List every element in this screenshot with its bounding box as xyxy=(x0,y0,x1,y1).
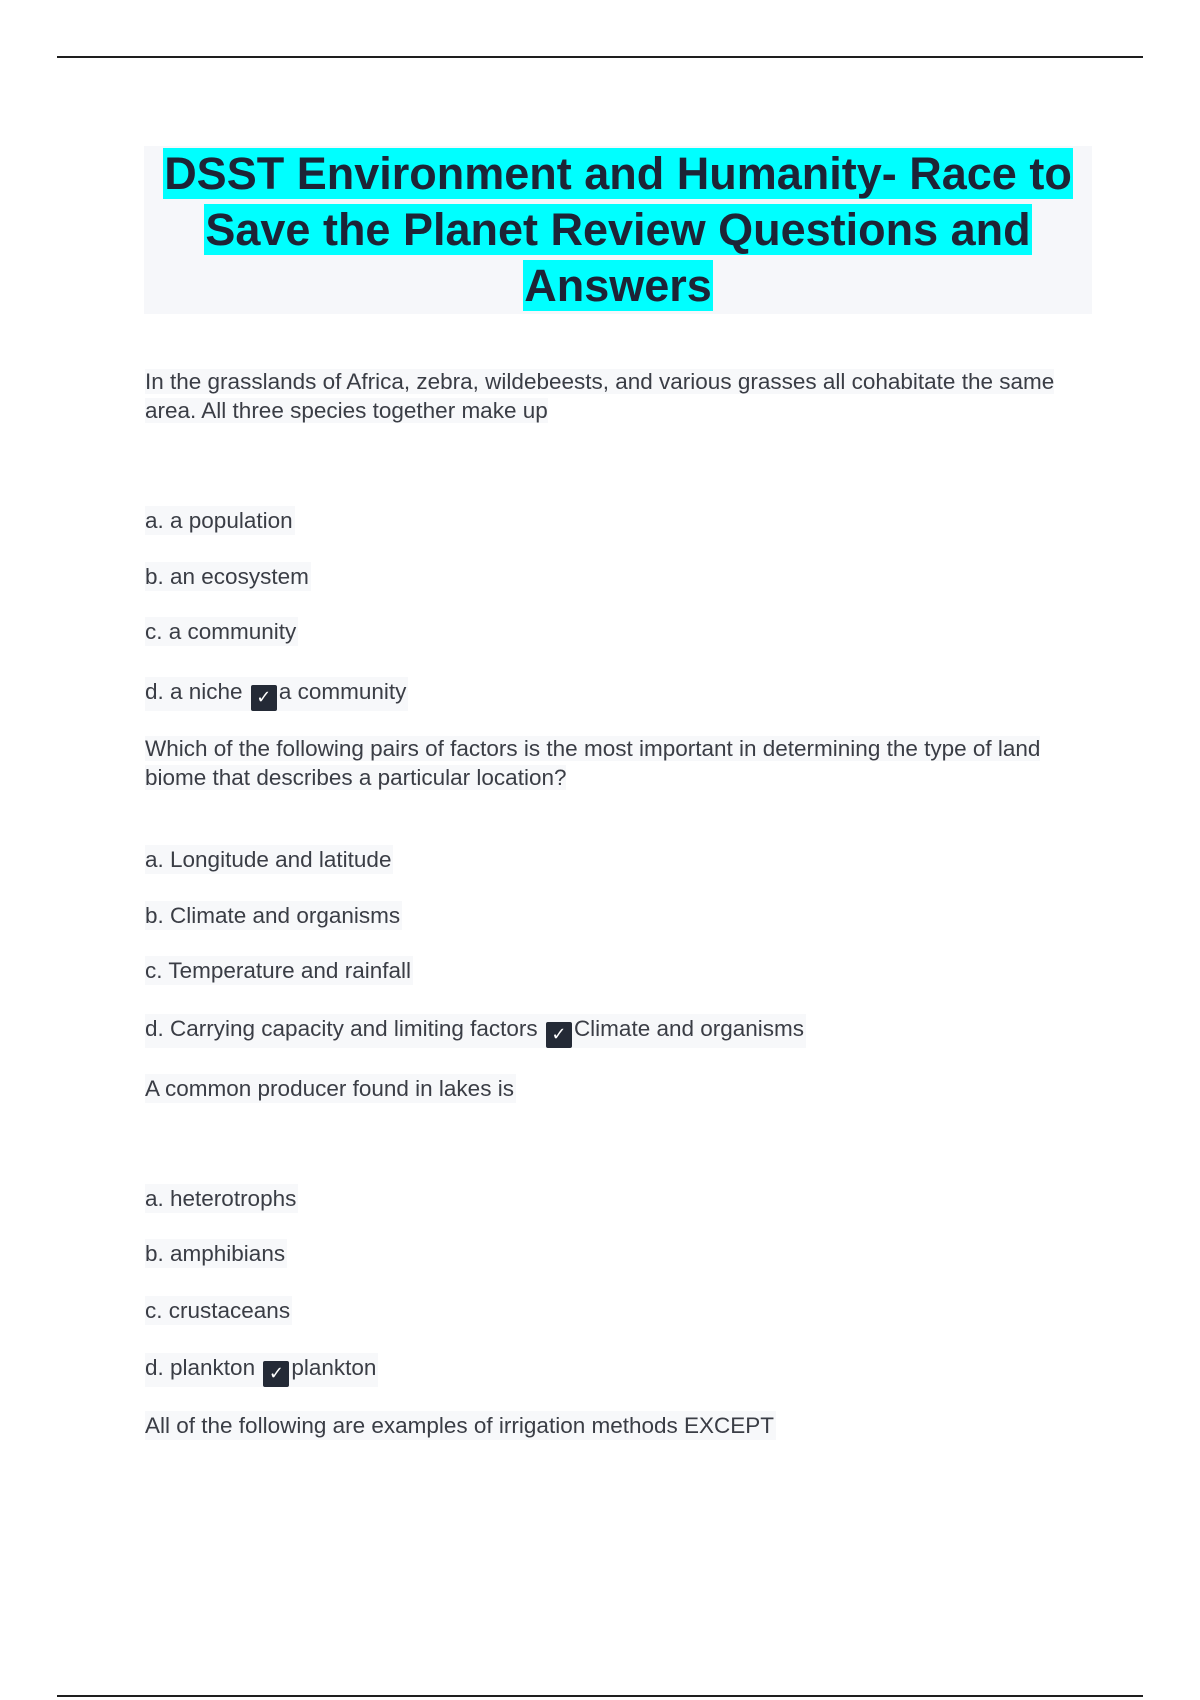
footer-rule xyxy=(57,1695,1143,1697)
question-1-prompt xyxy=(145,367,1062,425)
check-icon: ✓ xyxy=(263,1361,289,1387)
question-2-prompt xyxy=(145,734,1062,792)
question-1-option-a: a. a population xyxy=(145,508,293,533)
question-3-option-b: b. amphibians xyxy=(145,1241,286,1266)
check-icon: ✓ xyxy=(251,685,277,711)
question-1-option-c: c. a community xyxy=(145,619,297,644)
question-2-option-d-row xyxy=(145,1014,806,1048)
question-2-option-c: c. Temperature and rainfall xyxy=(145,958,411,983)
question-3-option-d-row xyxy=(145,1353,378,1387)
question-1-option-b: b. an ecosystem xyxy=(145,564,309,589)
question-2-prompt-text: Which of the following pairs of factors is the most important in determining the type of land biome that describes a particular location? xyxy=(145,736,1041,790)
question-2-option-b: b. Climate and organisms xyxy=(145,903,401,928)
check-icon: ✓ xyxy=(546,1022,572,1048)
question-4-prompt: All of the following are examples of irrigation methods EXCEPT xyxy=(145,1413,775,1438)
question-2-option-a: a. Longitude and latitude xyxy=(145,847,392,872)
question-2-option-d: d. Carrying capacity and limiting factors xyxy=(145,1016,538,1041)
question-3-prompt: A common producer found in lakes is xyxy=(145,1076,514,1101)
question-1-prompt-text: In the grasslands of Africa, zebra, wildebeests, and various grasses all cohabitate the same area. All three species together make up xyxy=(145,369,1055,423)
header-rule xyxy=(57,56,1143,58)
question-1-option-d: d. a niche xyxy=(145,679,243,704)
question-1-option-d-row xyxy=(145,677,408,711)
document-title: DSST Environment and Humanity- Race to Save the Planet Review Questions and Answers xyxy=(164,148,1072,311)
question-3-option-d: d. plankton xyxy=(145,1355,256,1380)
question-3-option-c: c. crustaceans xyxy=(145,1298,291,1323)
question-3-option-a: a. heterotrophs xyxy=(145,1186,297,1211)
question-1-answer: a community xyxy=(278,679,407,704)
title-block xyxy=(144,146,1092,314)
question-3-answer: plankton xyxy=(291,1355,377,1380)
question-2-answer: Climate and organisms xyxy=(573,1016,805,1041)
